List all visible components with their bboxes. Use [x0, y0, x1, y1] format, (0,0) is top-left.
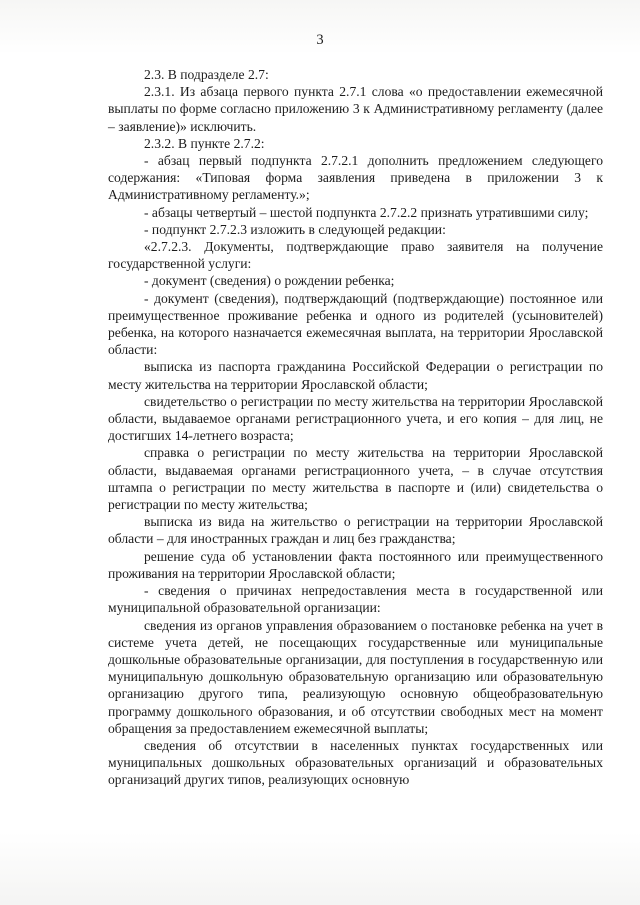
paragraph: - документ (сведения), подтверждающий (подтверждающие) постоянное или преимущественное проживание ребенка и одного из родителей (усыновителей) ребенка, на которого назначается ежемесячная выплата, на территории Ярославской области:	[108, 290, 603, 358]
paragraph: «2.7.2.3. Документы, подтверждающие право заявителя на получение государственной услуги:	[108, 239, 603, 272]
paragraph: решение суда об установлении факта постоянного или преимущественного проживания на территории Ярославской области;	[108, 548, 603, 581]
paragraph: справка о регистрации по месту жительства на территории Ярославской области, выдаваемая органами регистрационного учета, – в случае отсутствия штампа о регистрации по месту жительства в паспорте и (или) свидетельства о регистрации по месту жительства;	[108, 445, 603, 513]
paragraph: - документ (сведения) о рождении ребенка;	[144, 273, 395, 289]
paragraph: 2.3.2. В пункте 2.7.2:	[144, 135, 265, 151]
paragraph: - сведения о причинах непредоставления места в государственной или муниципальной образовательной организации:	[108, 583, 603, 616]
paragraph: 2.3.1. Из абзаца первого пункта 2.7.1 слова «о предоставлении ежемесячной выплаты по форме согласно приложению 3 к Административному регламенту (далее – заявление)» исключить.	[108, 84, 603, 134]
paragraph: - подпункт 2.7.2.3 изложить в следующей редакции:	[144, 221, 446, 237]
document-body	[108, 66, 603, 789]
paragraph: сведения из органов управления образованием о постановке ребенка на учет в системе учета детей, не посещающих государственные или муниципальные дошкольные образовательные организации, для поступления в государственную или муниципальную дошкольную образовательную организацию или образовательную организацию другого типа, реализующую основную общеобразовательную программу дошкольного образования, и об отсутствии свободных мест на момент обращения за предоставлением ежемесячной выплаты;	[108, 617, 603, 736]
paragraph: сведения об отсутствии в населенных пунктах государственных или муниципальных дошкольных образовательных организаций и образовательных организаций других типов, реализующих основную	[108, 737, 603, 788]
paragraph: выписка из вида на жительство о регистрации на территории Ярославской области – для иностранных граждан и лиц без гражданства;	[108, 514, 603, 547]
paragraph: - абзац первый подпункта 2.7.2.1 дополнить предложением следующего содержания: «Типовая форма заявления приведена в приложении 3 к Административному регламенту.»;	[108, 153, 603, 203]
paragraph: - абзацы четвертый – шестой подпункта 2.7.2.2 признать утратившими силу;	[144, 204, 589, 220]
paragraph: свидетельство о регистрации по месту жительства на территории Ярославской области, выдаваемое органами регистрационного учета, и его копия – для лиц, не достигших 14-летнего возраста;	[108, 393, 603, 444]
paragraph: выписка из паспорта гражданина Российской Федерации о регистрации по месту жительства на территории Ярославской области;	[108, 359, 603, 392]
paragraph: 2.3. В подразделе 2.7:	[144, 67, 269, 82]
page-number: 3	[316, 32, 324, 48]
